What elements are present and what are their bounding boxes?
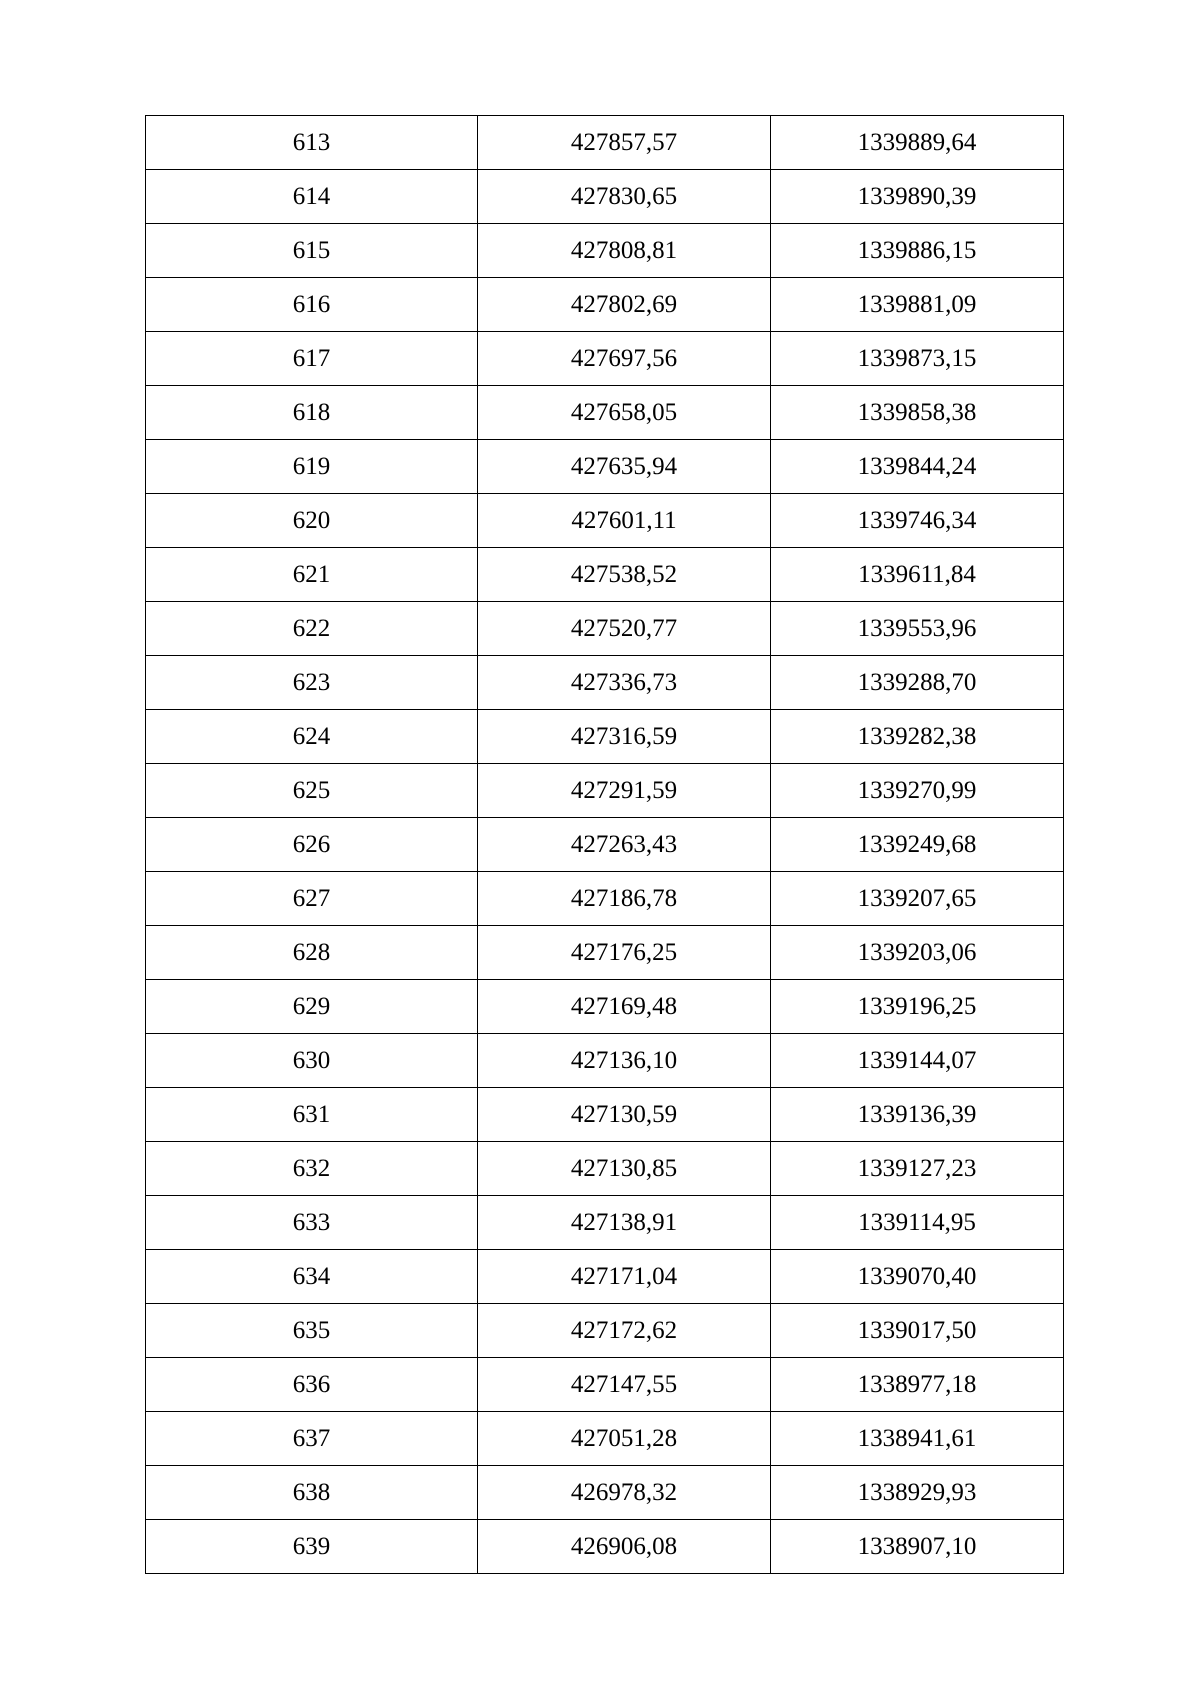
x-coordinate-cell: 427808,81: [478, 224, 771, 278]
x-coordinate-cell: 427316,59: [478, 710, 771, 764]
point-number-cell: 618: [146, 386, 478, 440]
point-number-cell: 625: [146, 764, 478, 818]
table-row: [146, 1034, 1064, 1088]
x-coordinate-cell: 427520,77: [478, 602, 771, 656]
x-coordinate-cell: 426978,32: [478, 1466, 771, 1520]
x-coordinate-cell: 427186,78: [478, 872, 771, 926]
x-coordinate-cell: 426906,08: [478, 1520, 771, 1574]
table-row: [146, 1250, 1064, 1304]
x-coordinate-cell: 427635,94: [478, 440, 771, 494]
table-row: [146, 116, 1064, 170]
table-row: [146, 1304, 1064, 1358]
y-coordinate-cell: 1339890,39: [771, 170, 1064, 224]
point-number-cell: 628: [146, 926, 478, 980]
table-row: [146, 602, 1064, 656]
point-number-cell: 615: [146, 224, 478, 278]
table-row: [146, 224, 1064, 278]
x-coordinate-cell: 427147,55: [478, 1358, 771, 1412]
x-coordinate-cell: 427291,59: [478, 764, 771, 818]
y-coordinate-cell: 1339288,70: [771, 656, 1064, 710]
y-coordinate-cell: 1339017,50: [771, 1304, 1064, 1358]
table-row: [146, 1196, 1064, 1250]
point-number-cell: 620: [146, 494, 478, 548]
point-number-cell: 614: [146, 170, 478, 224]
table-row: [146, 548, 1064, 602]
point-number-cell: 633: [146, 1196, 478, 1250]
point-number-cell: 623: [146, 656, 478, 710]
point-number-cell: 634: [146, 1250, 478, 1304]
point-number-cell: 637: [146, 1412, 478, 1466]
table-row: [146, 332, 1064, 386]
table-row: [146, 710, 1064, 764]
y-coordinate-cell: 1339070,40: [771, 1250, 1064, 1304]
point-number-cell: 635: [146, 1304, 478, 1358]
x-coordinate-cell: 427176,25: [478, 926, 771, 980]
x-coordinate-cell: 427802,69: [478, 278, 771, 332]
point-number-cell: 613: [146, 116, 478, 170]
point-number-cell: 638: [146, 1466, 478, 1520]
table-row: [146, 170, 1064, 224]
x-coordinate-cell: 427538,52: [478, 548, 771, 602]
y-coordinate-cell: 1339207,65: [771, 872, 1064, 926]
coordinates-table-body: [146, 116, 1064, 1574]
table-row: [146, 278, 1064, 332]
y-coordinate-cell: 1338907,10: [771, 1520, 1064, 1574]
x-coordinate-cell: 427857,57: [478, 116, 771, 170]
table-row: [146, 764, 1064, 818]
point-number-cell: 639: [146, 1520, 478, 1574]
x-coordinate-cell: 427130,59: [478, 1088, 771, 1142]
point-number-cell: 624: [146, 710, 478, 764]
x-coordinate-cell: 427830,65: [478, 170, 771, 224]
point-number-cell: 631: [146, 1088, 478, 1142]
y-coordinate-cell: 1339746,34: [771, 494, 1064, 548]
y-coordinate-cell: 1339127,23: [771, 1142, 1064, 1196]
y-coordinate-cell: 1339553,96: [771, 602, 1064, 656]
y-coordinate-cell: 1339889,64: [771, 116, 1064, 170]
table-row: [146, 872, 1064, 926]
x-coordinate-cell: 427130,85: [478, 1142, 771, 1196]
table-row: [146, 1088, 1064, 1142]
x-coordinate-cell: 427263,43: [478, 818, 771, 872]
table-row: [146, 1520, 1064, 1574]
x-coordinate-cell: 427171,04: [478, 1250, 771, 1304]
point-number-cell: 616: [146, 278, 478, 332]
table-row: [146, 386, 1064, 440]
x-coordinate-cell: 427172,62: [478, 1304, 771, 1358]
y-coordinate-cell: 1339249,68: [771, 818, 1064, 872]
point-number-cell: 621: [146, 548, 478, 602]
y-coordinate-cell: 1339844,24: [771, 440, 1064, 494]
y-coordinate-cell: 1339114,95: [771, 1196, 1064, 1250]
point-number-cell: 619: [146, 440, 478, 494]
table-row: [146, 1466, 1064, 1520]
table-row: [146, 1358, 1064, 1412]
y-coordinate-cell: 1339611,84: [771, 548, 1064, 602]
point-number-cell: 627: [146, 872, 478, 926]
x-coordinate-cell: 427169,48: [478, 980, 771, 1034]
table-row: [146, 440, 1064, 494]
y-coordinate-cell: 1339282,38: [771, 710, 1064, 764]
x-coordinate-cell: 427051,28: [478, 1412, 771, 1466]
x-coordinate-cell: 427138,91: [478, 1196, 771, 1250]
table-row: [146, 1142, 1064, 1196]
point-number-cell: 622: [146, 602, 478, 656]
coordinates-table: [145, 115, 1064, 1574]
y-coordinate-cell: 1339886,15: [771, 224, 1064, 278]
point-number-cell: 632: [146, 1142, 478, 1196]
y-coordinate-cell: 1339873,15: [771, 332, 1064, 386]
x-coordinate-cell: 427697,56: [478, 332, 771, 386]
y-coordinate-cell: 1339881,09: [771, 278, 1064, 332]
table-row: [146, 494, 1064, 548]
x-coordinate-cell: 427658,05: [478, 386, 771, 440]
y-coordinate-cell: 1339203,06: [771, 926, 1064, 980]
point-number-cell: 629: [146, 980, 478, 1034]
table-row: [146, 818, 1064, 872]
y-coordinate-cell: 1339136,39: [771, 1088, 1064, 1142]
point-number-cell: 630: [146, 1034, 478, 1088]
x-coordinate-cell: 427136,10: [478, 1034, 771, 1088]
y-coordinate-cell: 1338977,18: [771, 1358, 1064, 1412]
x-coordinate-cell: 427601,11: [478, 494, 771, 548]
point-number-cell: 626: [146, 818, 478, 872]
x-coordinate-cell: 427336,73: [478, 656, 771, 710]
table-row: [146, 1412, 1064, 1466]
y-coordinate-cell: 1339144,07: [771, 1034, 1064, 1088]
point-number-cell: 617: [146, 332, 478, 386]
table-row: [146, 926, 1064, 980]
y-coordinate-cell: 1339858,38: [771, 386, 1064, 440]
y-coordinate-cell: 1338941,61: [771, 1412, 1064, 1466]
y-coordinate-cell: 1338929,93: [771, 1466, 1064, 1520]
table-row: [146, 656, 1064, 710]
y-coordinate-cell: 1339270,99: [771, 764, 1064, 818]
point-number-cell: 636: [146, 1358, 478, 1412]
y-coordinate-cell: 1339196,25: [771, 980, 1064, 1034]
table-row: [146, 980, 1064, 1034]
